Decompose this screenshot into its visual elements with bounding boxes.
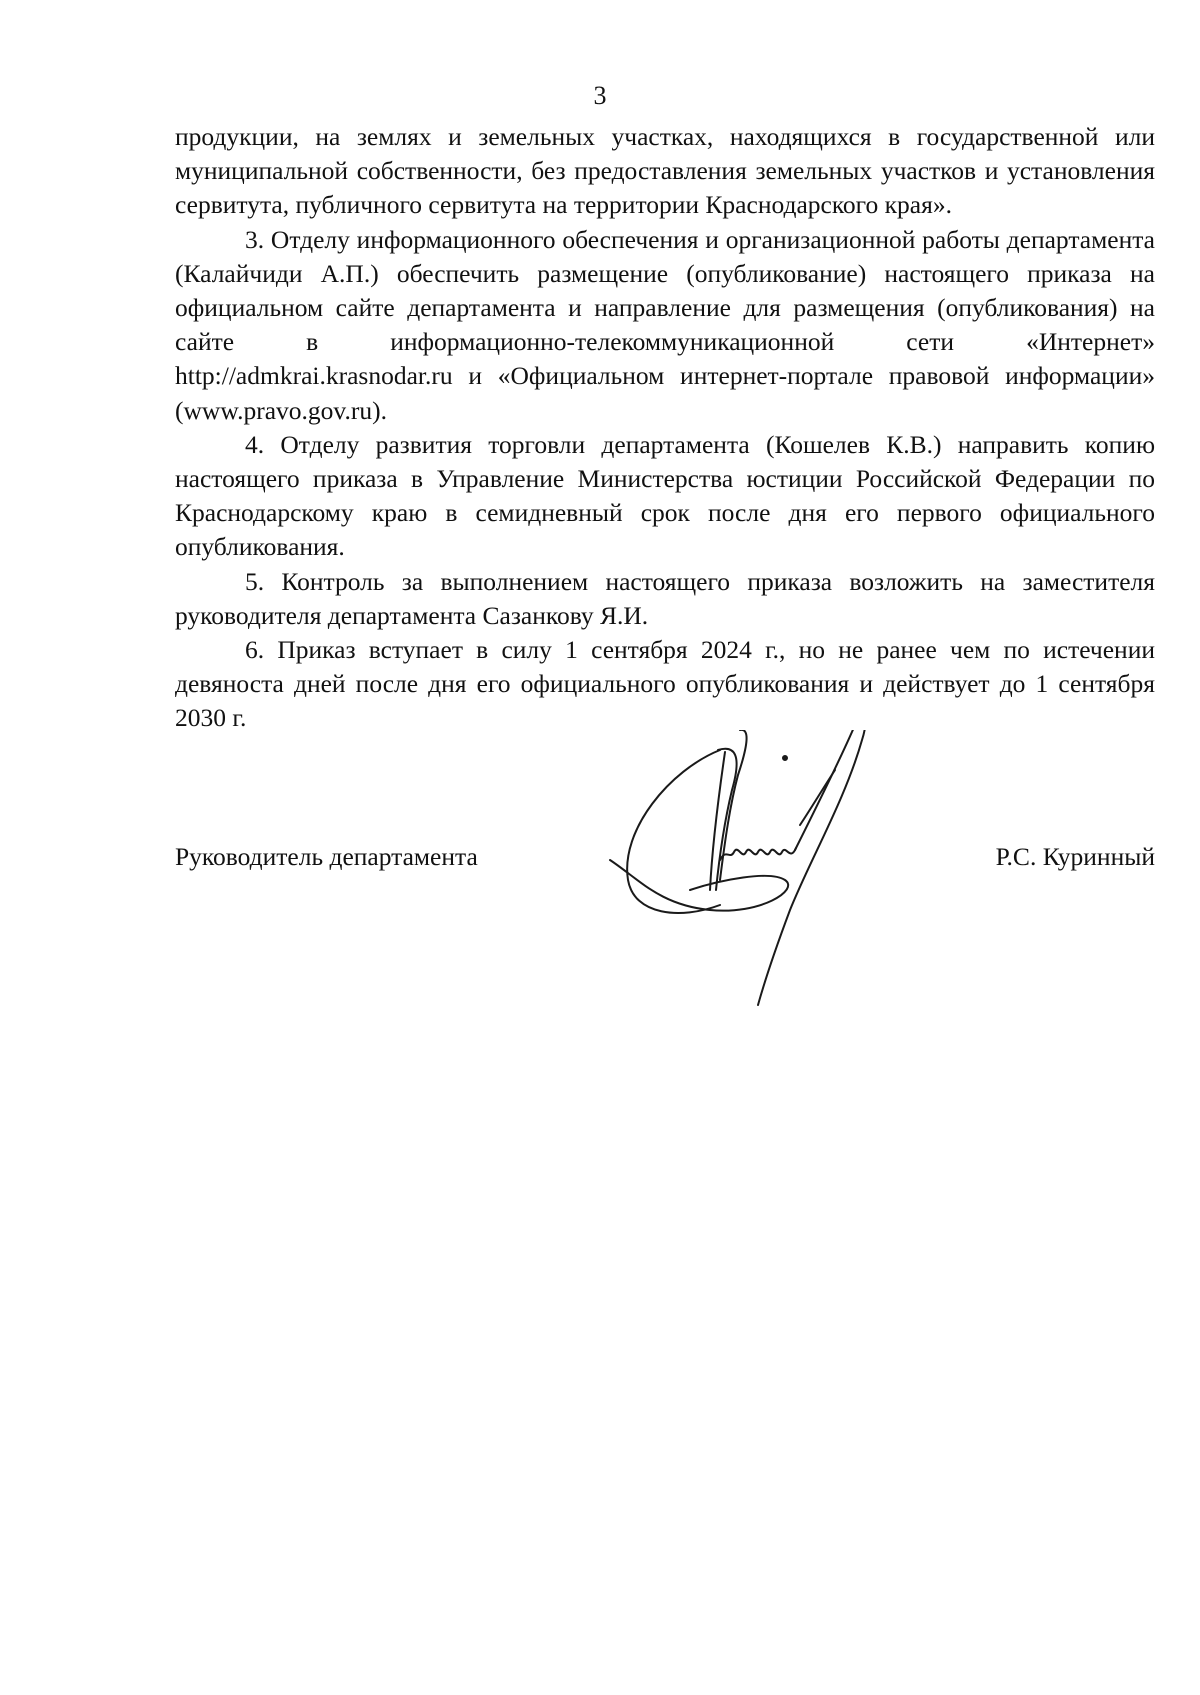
paragraph-item-6: 6. Приказ вступает в силу 1 сентября 2024 г., но не ранее чем по истечении девяноста дней после дня его официального опубликования и действует до 1 сентября 2030 г. — [175, 635, 1155, 733]
document-body — [175, 120, 1155, 736]
page-number: 3 — [593, 81, 607, 110]
paragraph-item-3: 3. Отделу информационного обеспечения и организационной работы департамента (Калайчиди А.П.) обеспечить размещение (опубликование) настоящего приказа на официальном сайте департамента и направление для размещения (опубликования) на сайте в информационно-телекоммуникационной сети «Интернет» http://admkrai.krasnodar.ru и «Официальном интернет-портале правовой информации» (www.pravo.gov.ru). — [175, 224, 1155, 425]
paragraph-item-5: 5. Контроль за выполнением настоящего приказа возложить на заместителя руководителя департамента Сазанкову Я.И. — [175, 566, 1155, 630]
signatory-name: Р.С. Куринный — [995, 842, 1155, 871]
handwritten-signature — [600, 730, 930, 1010]
signatory-position: Руководитель департамента — [175, 842, 478, 871]
paragraph-item-4: 4. Отделу развития торговли департамента (Кошелев К.В.) направить копию настоящего приказа в Управление Министерства юстиции Российской Федерации по Краснодарскому краю в семидневный срок после дня его первого официального опубликования. — [175, 429, 1155, 562]
paragraph-continuation: продукции, на землях и земельных участках, находящихся в государственной или муниципальной собственности, без предоставления земельных участков и установления сервитута, публичного сервитута на территории Краснодарского края». — [175, 122, 1155, 220]
